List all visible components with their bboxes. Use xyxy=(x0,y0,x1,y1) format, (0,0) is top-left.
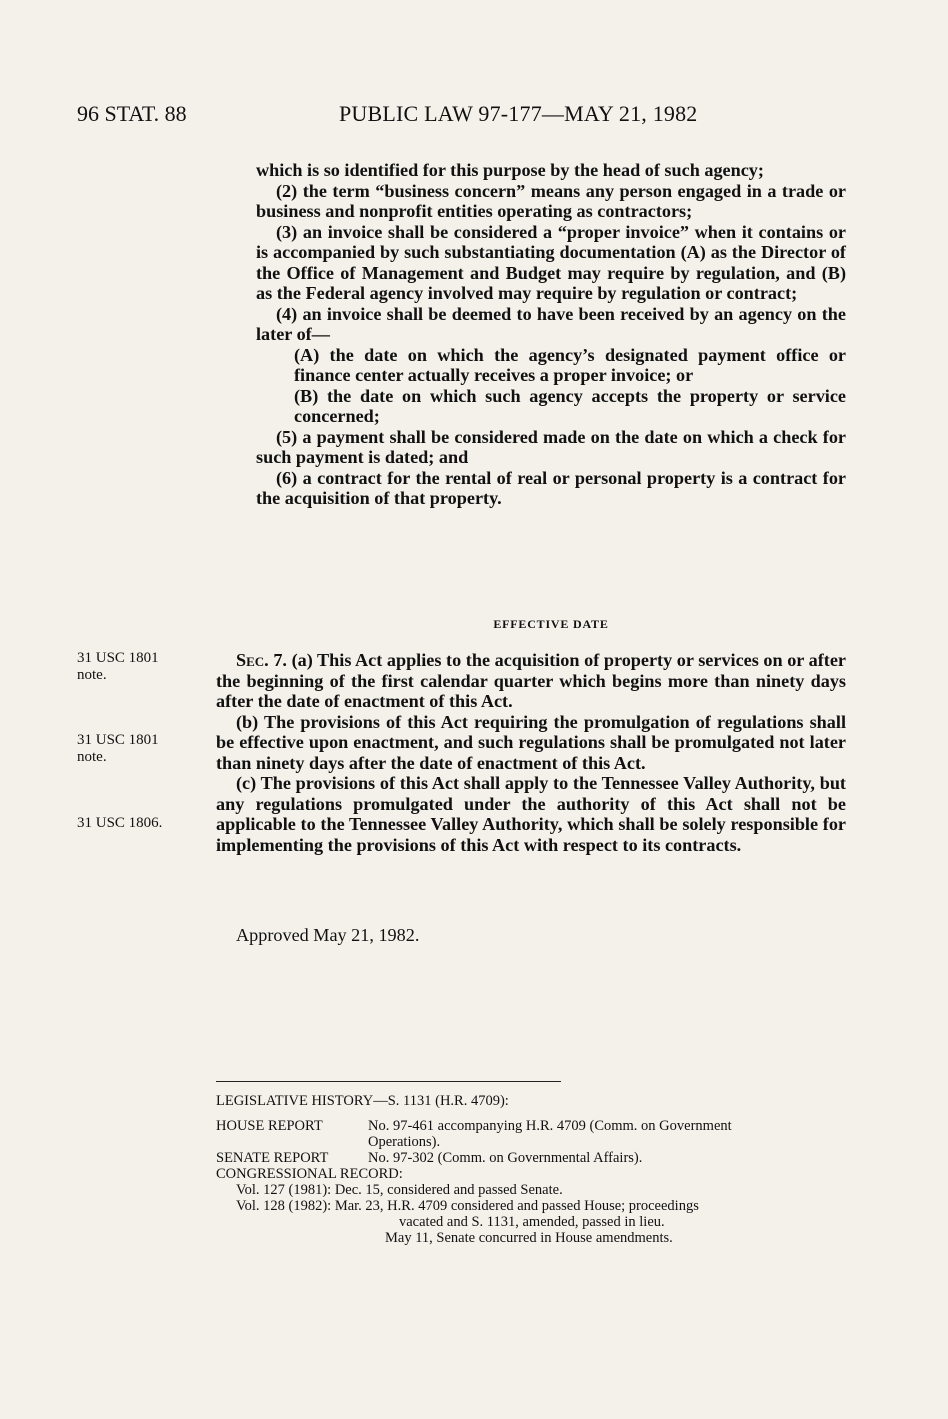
stat-reference: 96 STAT. 88 xyxy=(77,101,187,126)
section-7-para-a-text: (a) This Act applies to the acquisition of property or services on or after the beginning of the first calendar quarter which begins more than ninety days after the date of enactment of this Act. xyxy=(216,650,846,711)
page-header-title: PUBLIC LAW 97-177—MAY 21, 1982 xyxy=(339,101,698,126)
definition-item-4b: (B) the date on which such agency accepts the property or service concerned; xyxy=(294,385,846,426)
margin-note-2-suffix: note. xyxy=(77,749,107,765)
house-report-text: No. 97-461 accompanying H.R. 4709 (Comm. on Government xyxy=(368,1118,732,1134)
section-7-para-c: (c) The provisions of this Act shall apply to the Tennessee Valley Authority, but any regulations promulgated under the authority of this Act shall not be applicable to the Tennessee Valley Authority, which shall be solely responsible for implementing the provisions of this Act with respect to its contracts. xyxy=(216,773,846,855)
cr-vol-128-may: May 11, Senate concurred in House amendments. xyxy=(385,1230,673,1246)
definition-item-4: (4) an invoice shall be deemed to have been received by an agency on the later of— xyxy=(256,303,846,344)
senate-report-label: SENATE REPORT xyxy=(216,1150,329,1166)
cr-vol-128: Vol. 128 (1982): Mar. 23, H.R. 4709 considered and passed House; proceedings xyxy=(236,1198,699,1214)
margin-note-1-suffix: note. xyxy=(77,667,107,683)
legislative-history-title: LEGISLATIVE HISTORY—S. 1131 (H.R. 4709): xyxy=(216,1093,509,1109)
margin-note-3: 31 USC 1806. xyxy=(77,815,163,831)
definition-item-4a: (A) the date on which the agency’s designated payment office or finance center actually receives a proper invoice; or xyxy=(294,344,846,385)
house-report-text-cont: Operations). xyxy=(368,1134,441,1150)
section-7-para-a xyxy=(216,650,846,712)
definition-item-2: (2) the term “business concern” means any person engaged in a trade or business and nonprofit entities operating as contractors; xyxy=(256,180,846,221)
margin-note-2 xyxy=(77,732,159,766)
definition-item-6: (6) a contract for the rental of real or personal property is a contract for the acquisition of that property. xyxy=(256,467,846,508)
approval-date: Approved May 21, 1982. xyxy=(236,925,420,945)
margin-note-2-citation: 31 USC 1801 xyxy=(77,732,159,748)
definition-continuation: which is so identified for this purpose by the head of such agency; xyxy=(256,160,764,180)
cr-vol-128-cont: vacated and S. 1131, amended, passed in lieu. xyxy=(399,1214,665,1230)
effective-date-heading: EFFECTIVE DATE xyxy=(493,617,609,631)
cr-vol-127: Vol. 127 (1981): Dec. 15, considered and passed Senate. xyxy=(236,1182,563,1198)
section-label: Sec. 7. xyxy=(236,650,287,670)
section-7-block xyxy=(216,650,846,855)
definition-item-5: (5) a payment shall be considered made on the date on which a check for such payment is dated; and xyxy=(256,426,846,467)
section-7-para-b: (b) The provisions of this Act requiring the promulgation of regulations shall be effective upon enactment, and such regulations shall be promulgated not later than ninety days after the date of enactment of this Act. xyxy=(216,711,846,773)
definition-item-3: (3) an invoice shall be considered a “proper invoice” when it contains or is accompanied by such substantiating documentation (A) as the Director of the Office of Management and Budget may require by regulation, and (B) as the Federal agency involved may require by regulation or contract; xyxy=(256,221,846,303)
margin-note-1 xyxy=(77,650,159,684)
congressional-record-label: CONGRESSIONAL RECORD: xyxy=(216,1166,403,1182)
definitions-block xyxy=(256,160,846,509)
margin-note-1-citation: 31 USC 1801 xyxy=(77,650,159,666)
footnote-rule xyxy=(216,1081,561,1082)
house-report-label: HOUSE REPORT xyxy=(216,1118,323,1134)
senate-report-text: No. 97-302 (Comm. on Governmental Affairs). xyxy=(368,1150,643,1166)
